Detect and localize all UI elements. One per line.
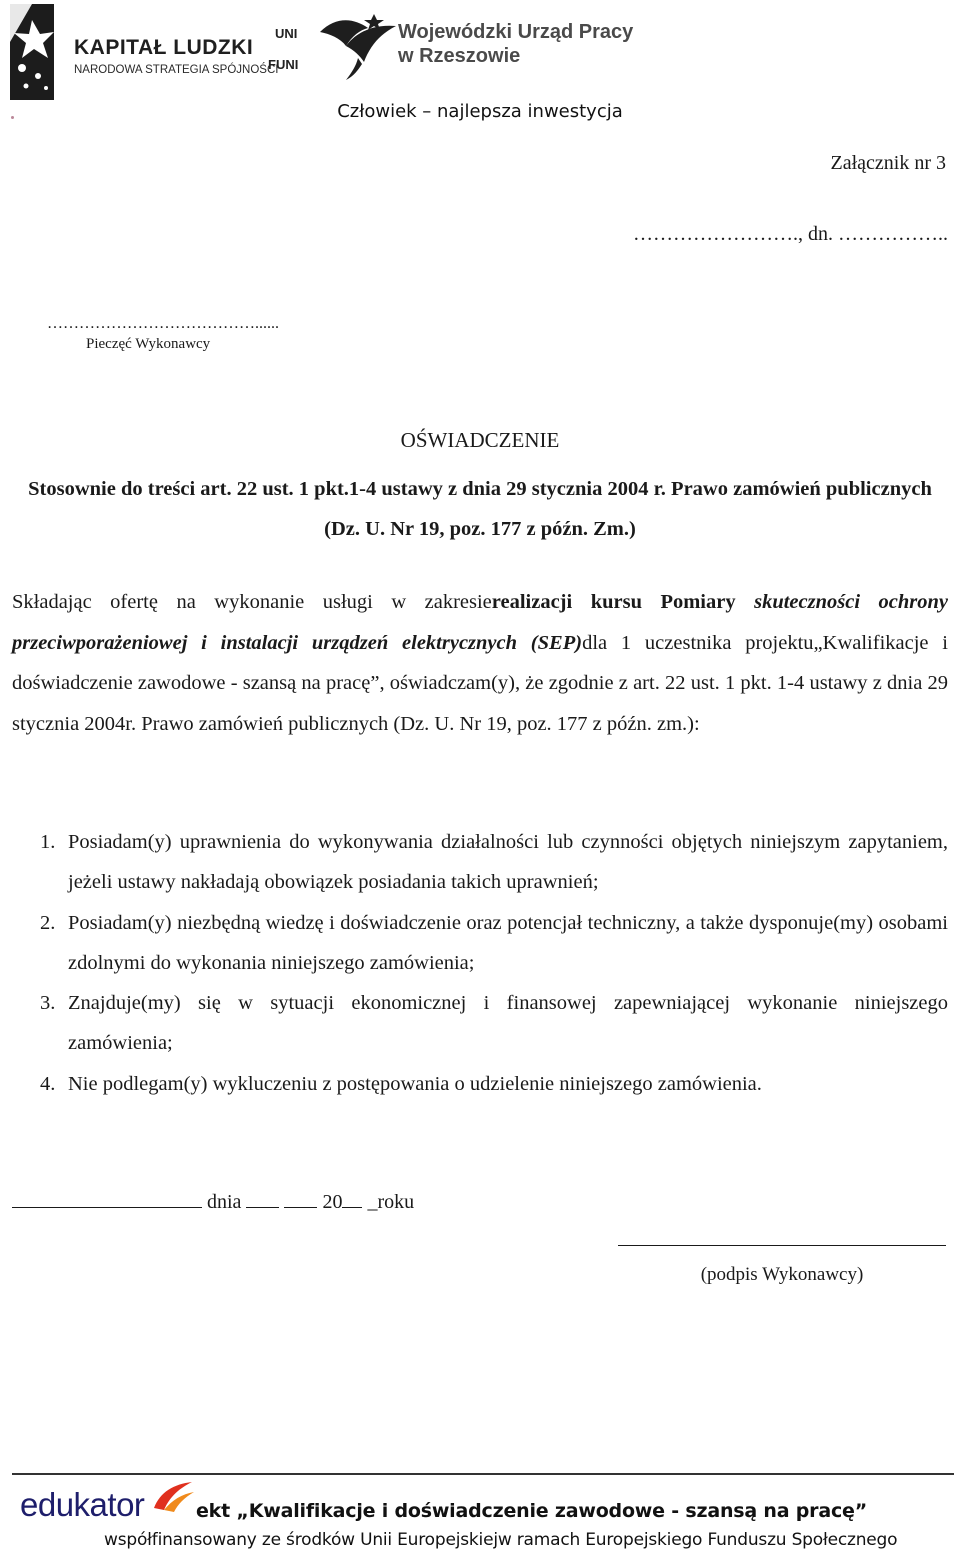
edukator-logo-text: edukator <box>20 1486 145 1523</box>
stamp-placeholder-dots: …………………………………...... <box>47 315 279 332</box>
declaration-number: 4. <box>40 1072 56 1095</box>
dnia-label: dnia <box>207 1191 242 1213</box>
declaration-item <box>12 903 948 984</box>
place-blank <box>12 1189 202 1208</box>
declaration-number: 2. <box>40 911 56 934</box>
day-blank <box>246 1189 279 1208</box>
signature-date-line <box>12 1189 414 1214</box>
place-and-date-field: ……………………., dn. …………….. <box>633 223 948 245</box>
legal-reference: Stosownie do treści art. 22 ust. 1 pkt.1-4 ustawy z dnia 29 stycznia 2004 r. Prawo zamówień publicznych (Dz. U. Nr 19, poz. 177 z późn. Zm.) <box>28 478 932 540</box>
declaration-number: 3. <box>40 992 56 1015</box>
edukator-swoosh-icon <box>150 1478 196 1514</box>
footer-project-name: ekt „Kwalifikacje i doświadczenie zawodowe - szansą na pracę” <box>196 1500 868 1522</box>
attachment-number: Załącznik nr 3 <box>830 152 946 174</box>
declaration-item <box>12 822 948 903</box>
year-blank <box>342 1189 362 1208</box>
footer-divider <box>12 1473 954 1475</box>
intro-text-2: dla 1 uczestnika projektu„Kwalifikacje i doświadczenie zawodowe - szansą na pracę”, oświadczam(y), że zgodnie z art. 22 ust. 1 pkt. 1-4 ustawy z dnia 29 stycznia 2004r. Prawo zamówień publicznych (Dz. U. Nr 19, poz. 177 z późn. zm.): <box>12 631 948 735</box>
month-blank <box>284 1189 317 1208</box>
header-tagline: Człowiek – najlepsza inwestycja <box>337 101 623 122</box>
roku-label: _roku <box>367 1191 415 1213</box>
kapital-ludzki-title: KAPITAŁ LUDZKI <box>74 36 254 59</box>
wup-name-line-2: w Rzeszowie <box>398 45 521 67</box>
footer-cofunding-note: współfinansowany ze środków Unii Europejskiejw ramach Europejskiego Funduszu Społecznego <box>104 1530 898 1550</box>
declaration-item <box>12 983 948 1064</box>
kapital-ludzki-logo-icon <box>2 2 62 102</box>
stamp-label: Pieczęć Wykonawcy <box>86 336 211 352</box>
kapital-ludzki-wordmark <box>74 36 278 77</box>
declaration-text: Posiadam(y) niezbędną wiedzę i doświadczenie oraz potencjał techniczny, a także dysponuje(my) osobami zdolnymi do wykonania niniejszego zamówienia; <box>68 911 948 974</box>
wup-bird-logo-icon <box>316 10 400 82</box>
wup-name <box>398 20 633 68</box>
intro-text-1: Składając ofertę na wykonanie usługi w zakresie <box>12 591 492 613</box>
declaration-number: 1. <box>40 831 56 853</box>
declaration-text: Nie podlegam(y) wykluczeniu z postępowania o udzielenie niniejszego zamówienia. <box>68 1072 762 1095</box>
document-title: OŚWIADCZENIE <box>400 428 560 452</box>
wup-name-line-1: Wojewódzki Urząd Pracy <box>398 21 634 43</box>
intro-course-topic: skuteczności ochrony przeciwporażeniowej i instalacji urządzeń elektrycznych (SEP) <box>12 591 948 654</box>
kapital-ludzki-subtitle: NARODOWA STRATEGIA SPÓJNOŚCI <box>74 64 279 76</box>
declaration-item <box>12 1064 948 1104</box>
declaration-text: Posiadam(y) uprawnienia do wykonywania działalności lub czynności objętych niniejszym zapytaniem, jeżeli ustawy nakładają obowiązek posiadania takich uprawnień; <box>68 831 948 894</box>
eu-logo-text-fragment-2: FUNI <box>268 57 299 72</box>
declarations-list <box>12 822 948 1104</box>
declaration-text: Znajduje(my) się w sytuacji ekonomicznej i finansowej zapewniającej wykonanie niniejszego zamówienia; <box>68 992 948 1055</box>
intro-paragraph <box>12 582 948 744</box>
intro-course-name: realizacji kursu Pomiary <box>491 591 755 613</box>
signature-line <box>618 1245 946 1246</box>
year-prefix: 20 <box>322 1191 343 1213</box>
eu-logo-text-fragment: UNI <box>275 26 298 41</box>
decorative-dot <box>11 116 14 119</box>
signature-label: (podpis Wykonawcy) <box>700 1264 864 1285</box>
